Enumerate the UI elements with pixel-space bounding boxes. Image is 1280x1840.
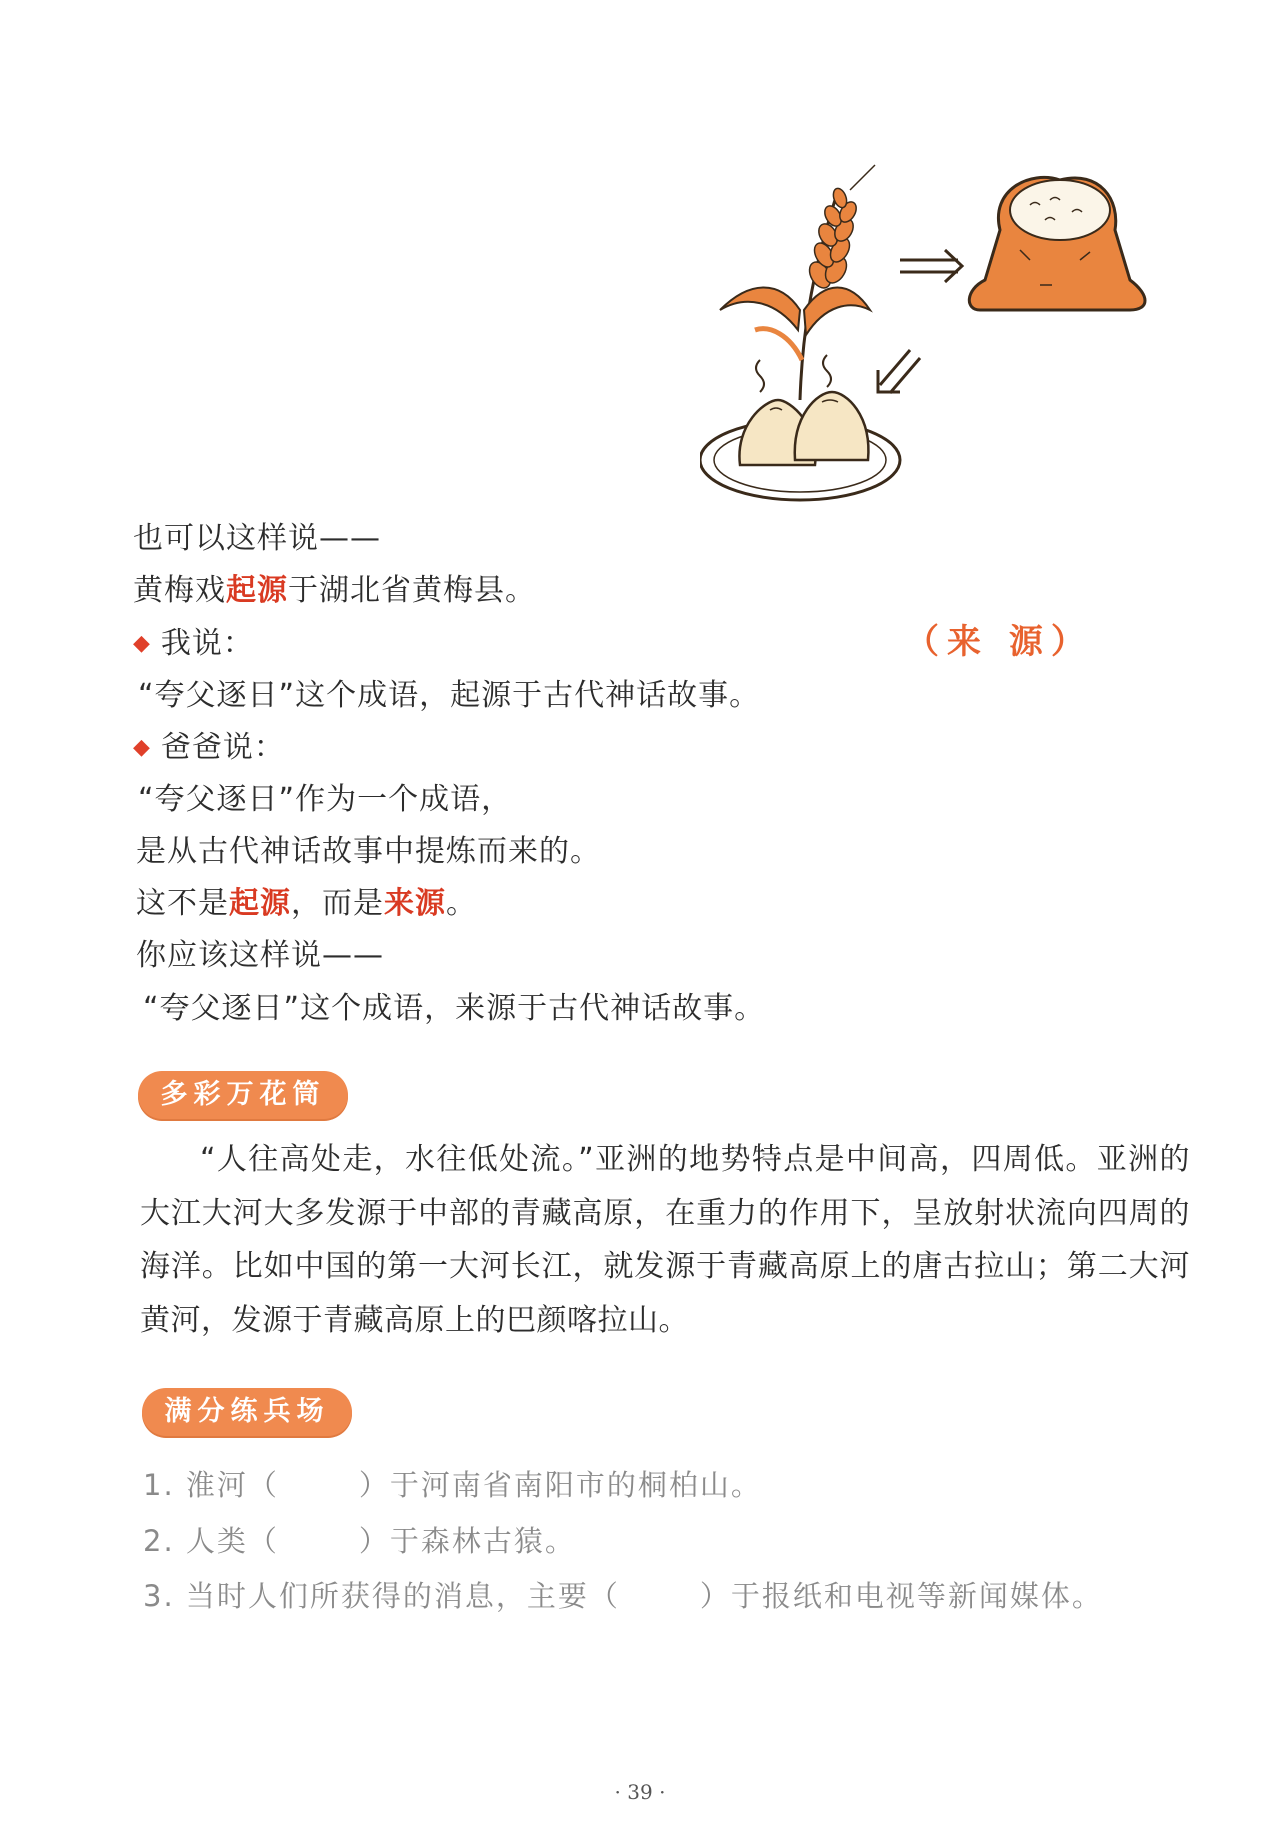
illustration [700, 160, 1180, 600]
question-1-before: 1. 淮河（ [143, 1468, 279, 1502]
example-intro: 也可以这样说—— [133, 521, 381, 556]
dad-label-row [133, 722, 285, 766]
question-3 [143, 1574, 1103, 1615]
highlight-laiyuan: 来源 [384, 886, 446, 921]
question-3-before: 3. 当时人们所获得的消息，主要（ [143, 1579, 620, 1613]
dad-line-3-a: 这不是 [136, 886, 229, 921]
section-title-kaleidoscope: 多彩万花筒 [138, 1071, 348, 1119]
dad-label: 爸爸说： [160, 730, 285, 765]
me-label: 我说： [160, 626, 254, 661]
arrow-right-icon [900, 250, 962, 282]
highlight-qiyuan: 起源 [226, 573, 288, 608]
question-1-after: ）于河南省南阳市的桐柏山。 [358, 1468, 762, 1502]
example-sentence-before: 黄梅戏 [133, 573, 226, 608]
highlight-qiyuan: 起源 [229, 886, 291, 921]
example-sentence [133, 565, 536, 609]
dad-line-4: 你应该这样说—— [136, 938, 384, 973]
dad-line-1: “夸父逐日”作为一个成语， [138, 782, 513, 817]
arrow-down-left-icon [878, 350, 920, 393]
wheat-icon [720, 165, 875, 400]
section-paragraph: “人往高处走，水往低处流。”亚洲的地势特点是中间高，四周低。亚洲的大江大河大多发源于中部的青藏高原，在重力的作用下，呈放射状流向四周的海洋。比如中国的第一大河长江，就发源于青藏高原上的唐古拉山；第二大河黄河，发源于青藏高原上的巴颜喀拉山。 [140, 1142, 1190, 1338]
dad-line-3 [136, 878, 477, 922]
question-2-after: ）于森林古猿。 [358, 1524, 576, 1558]
example-sentence-after: 于湖北省黄梅县。 [288, 573, 536, 608]
diamond-bullet-icon: ◆ [133, 631, 151, 656]
question-2 [143, 1519, 576, 1560]
question-2-before: 2. 人类（ [143, 1524, 279, 1558]
question-3-after: ）于报纸和电视等新闻媒体。 [699, 1579, 1103, 1613]
dad-line-3-c: ，而是 [291, 886, 384, 921]
diamond-bullet-icon: ◆ [133, 735, 151, 760]
me-text: “夸父逐日”这个成语，起源于古代神话故事。 [138, 678, 761, 713]
dad-line-2: 是从古代神话故事中提炼而来的。 [136, 834, 601, 869]
illustration-caption: （来 源） [905, 622, 1093, 662]
dad-line-3-e: 。 [446, 886, 477, 921]
dad-line-5: “夸父逐日”这个成语，来源于古代神话故事。 [143, 991, 766, 1026]
question-1 [143, 1463, 762, 1504]
page-number: · 39 · [614, 1780, 666, 1804]
me-label-row [133, 618, 254, 662]
section-title-practice: 满分练兵场 [142, 1388, 352, 1436]
flour-sack-icon [969, 177, 1145, 310]
